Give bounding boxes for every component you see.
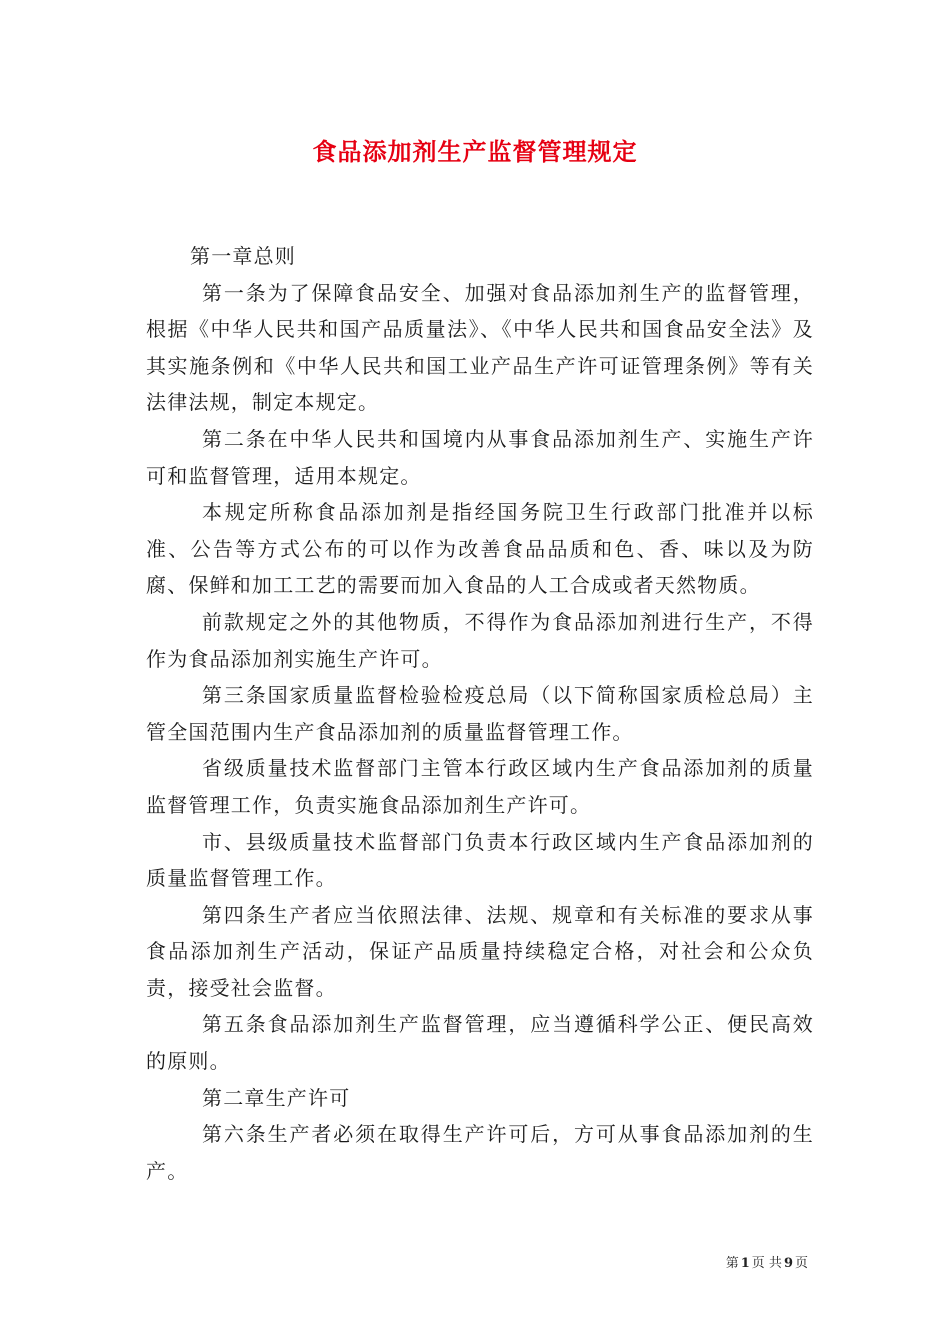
total-pages-number: 9 [783,1256,793,1271]
document-title: 食品添加剂生产监督管理规定 [312,137,638,166]
chapter-heading-1: 第一章总则 [190,244,296,268]
chapter-heading-2: 第二章生产许可 [202,1085,351,1110]
page-footer [726,1252,808,1271]
article-4-paragraph: 第四条生产者应当依照法律、法规、规章和有关标准的要求从事食品添加剂生产活动，保证产品质量持续稳定合格，对社会和公众负责，接受社会监督。 [146,902,814,1000]
footer-middle: 页 共 [751,1256,782,1271]
definition-paragraph: 本规定所称食品添加剂是指经国务院卫生行政部门批准并以标准、公告等方式公布的可以作为改善食品品质和色、香、味以及为防腐、保鲜和加工工艺的需要而加入食品的人工合成或者天然物质。 [146,500,814,598]
municipal-paragraph: 市、县级质量技术监督部门负责本行政区域内生产食品添加剂的质量监督管理工作。 [146,829,814,891]
article-5-paragraph: 第五条食品添加剂生产监督管理，应当遵循科学公正、便民高效的原则。 [146,1012,814,1074]
current-page-number: 1 [740,1256,750,1271]
article-6-paragraph: 第六条生产者必须在取得生产许可后，方可从事食品添加剂的生产。 [146,1122,814,1183]
exclusion-paragraph: 前款规定之外的其他物质，不得作为食品添加剂进行生产，不得作为食品添加剂实施生产许可。 [146,609,814,671]
provincial-paragraph: 省级质量技术监督部门主管本行政区域内生产食品添加剂的质量监督管理工作，负责实施食品添加剂生产许可。 [146,756,814,817]
article-3-paragraph: 第三条国家质量监督检验检疫总局（以下简称国家质检总局）主管全国范围内生产食品添加剂的质量监督管理工作。 [146,683,814,744]
footer-suffix: 页 [794,1256,808,1271]
footer-prefix: 第 [725,1256,739,1271]
document-body [146,238,814,1189]
article-2-paragraph: 第二条在中华人民共和国境内从事食品添加剂生产、实施生产许可和监督管理，适用本规定。 [146,426,814,488]
article-1-paragraph: 第一条为了保障食品安全、加强对食品添加剂生产的监督管理，根据《中华人民共和国产品质量法》、《中华人民共和国食品安全法》及其实施条例和《中华人民共和国工业产品生产许可证管理条例》等有关法律法规，制定本规定。 [146,280,814,415]
